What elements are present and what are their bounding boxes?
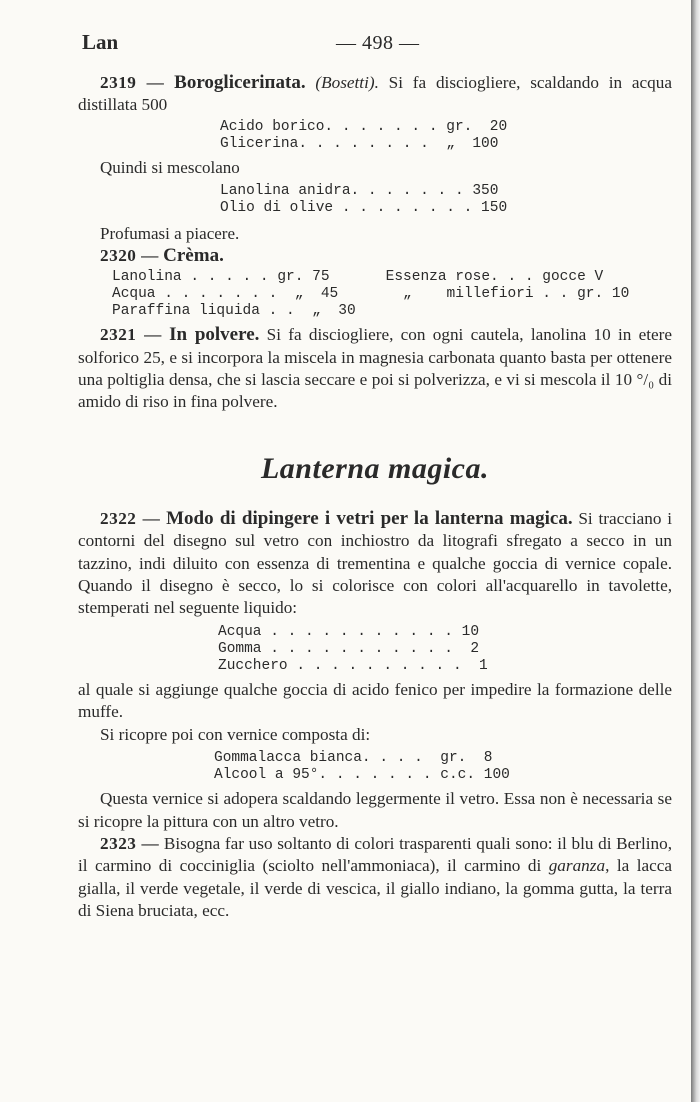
recipe-title: Modo di dipingere i vetri per la lanterna magica. [166, 507, 573, 529]
ingredient-line: Lanolina anidra. . . . . . . 350 [220, 182, 499, 199]
recipe-title: Crèma. [163, 244, 224, 266]
recipe-2320 [78, 245, 672, 267]
recipe-number: 2323 — [100, 833, 160, 853]
recipe-text: , la lacca gialla, il verde vegetale, il verde di vescica, il giallo indiano, la gomma gutta, la terra di Siena bruciata, ecc. [78, 856, 672, 921]
ingredient-line: Essenza rose. . . gocce V [385, 269, 604, 286]
recipe-author: (Bosetti). [315, 73, 379, 92]
recipe-2323 [78, 833, 672, 923]
recipe-number: 2322 — [100, 508, 161, 528]
section-title: Lanterna magica. [260, 451, 489, 485]
ingredients-2322-a [78, 624, 672, 675]
recipe-text: Si fa disciogliere, con ogni cautela, lanolina 10 in etere solforico 25, e si incorpora la miscela in magnesia carbonata quanto basta per ottenere una poltiglia densa, che si lascia seccare e poi si polverizza, e vi si mescola il 10 °/₀ di amido di riso in fina polvere. [78, 325, 672, 412]
ingredients-2322-b [78, 750, 672, 784]
ingredient-line: Gommalacca bianca. . . . gr. 8 [214, 750, 493, 767]
recipe-text: Bisogna far uso soltanto di colori trasparenti quali sono: il blu di Berlino, il carmino di cocciniglia (sciolto nell'ammoniaca), il carmino di [78, 833, 672, 876]
ingredients-col-2 [386, 269, 630, 320]
ingredient-line: Glicerina. . . . . . . . „ 100 [220, 135, 499, 152]
ingredient-line: Zucchero . . . . . . . . . . 1 [218, 657, 488, 674]
book-page [78, 28, 672, 923]
ingredients-2319-b [78, 183, 672, 217]
recipe-title: Borogliceriпata. [174, 72, 306, 93]
recipe-number: 2320 — [100, 245, 159, 265]
recipe-text: Si fa disciogliere, scaldando in acqua distillata 500 [78, 73, 672, 115]
ingredients-col-1 [112, 269, 356, 320]
ingredient-line: „ millefiori . . gr. 10 [385, 286, 630, 303]
page-number: — 498 — [336, 32, 420, 54]
ingredient-line: Olio di olive . . . . . . . . 150 [220, 199, 508, 216]
recipe-title: In polvere. [169, 324, 260, 346]
ingredient-line: Acqua . . . . . . . . . . . 10 [218, 623, 480, 640]
recipe-text-4: Questa vernice si adopera scaldando leggermente il vetro. Essa non è necessaria se si ricopre la pittura con un altro vetro. [78, 789, 672, 831]
ingredient-line: Acqua . . . . . . . „ 45 [112, 286, 339, 303]
recipe-text: Si tracciano i contorni del disegno sul vetro con inchiostro da litografi sfregato a secco in un tazzino, indi diluito con essenza di trementina e qualche goccia di vernice copale. Quando il disegno è secco, lo si colorisce con colori all'acquarello in tavolette, stemperati nel seguente liquido: [78, 508, 673, 618]
page-edge-shadow [691, 0, 700, 1102]
recipe-2321 [78, 324, 672, 414]
recipe-2319 [78, 72, 672, 117]
recipe-number: 2319 — [100, 73, 165, 92]
ingredients-2320 [78, 269, 672, 320]
recipe-perfume: Profumasi a piacere. [100, 223, 240, 243]
ingredient-line: Acido borico. . . . . . . gr. 20 [220, 118, 508, 135]
ingredient-line: Alcool a 95°. . . . . . . c.c. 100 [214, 767, 510, 784]
ingredient-line: Paraffina liquida . . „ 30 [112, 303, 356, 320]
running-head: Lan [82, 30, 119, 54]
recipe-text-italic: garanza [548, 856, 606, 876]
ingredient-line: Gomma . . . . . . . . . . . 2 [218, 640, 480, 657]
recipe-2322 [78, 508, 672, 620]
recipe-text-2: al quale si aggiunge qualche goccia di acido fenico per impedire la formazione delle muffe. [78, 679, 672, 722]
recipe-then: Quindi si mescolano [100, 157, 240, 177]
ingredient-line: Lanolina . . . . . gr. 75 [112, 269, 330, 286]
recipe-number: 2321 — [100, 325, 162, 345]
recipe-text-3: Si ricopre poi con vernice composta di: [100, 724, 371, 744]
ingredients-2319-a [78, 119, 672, 153]
page-header [78, 28, 672, 72]
